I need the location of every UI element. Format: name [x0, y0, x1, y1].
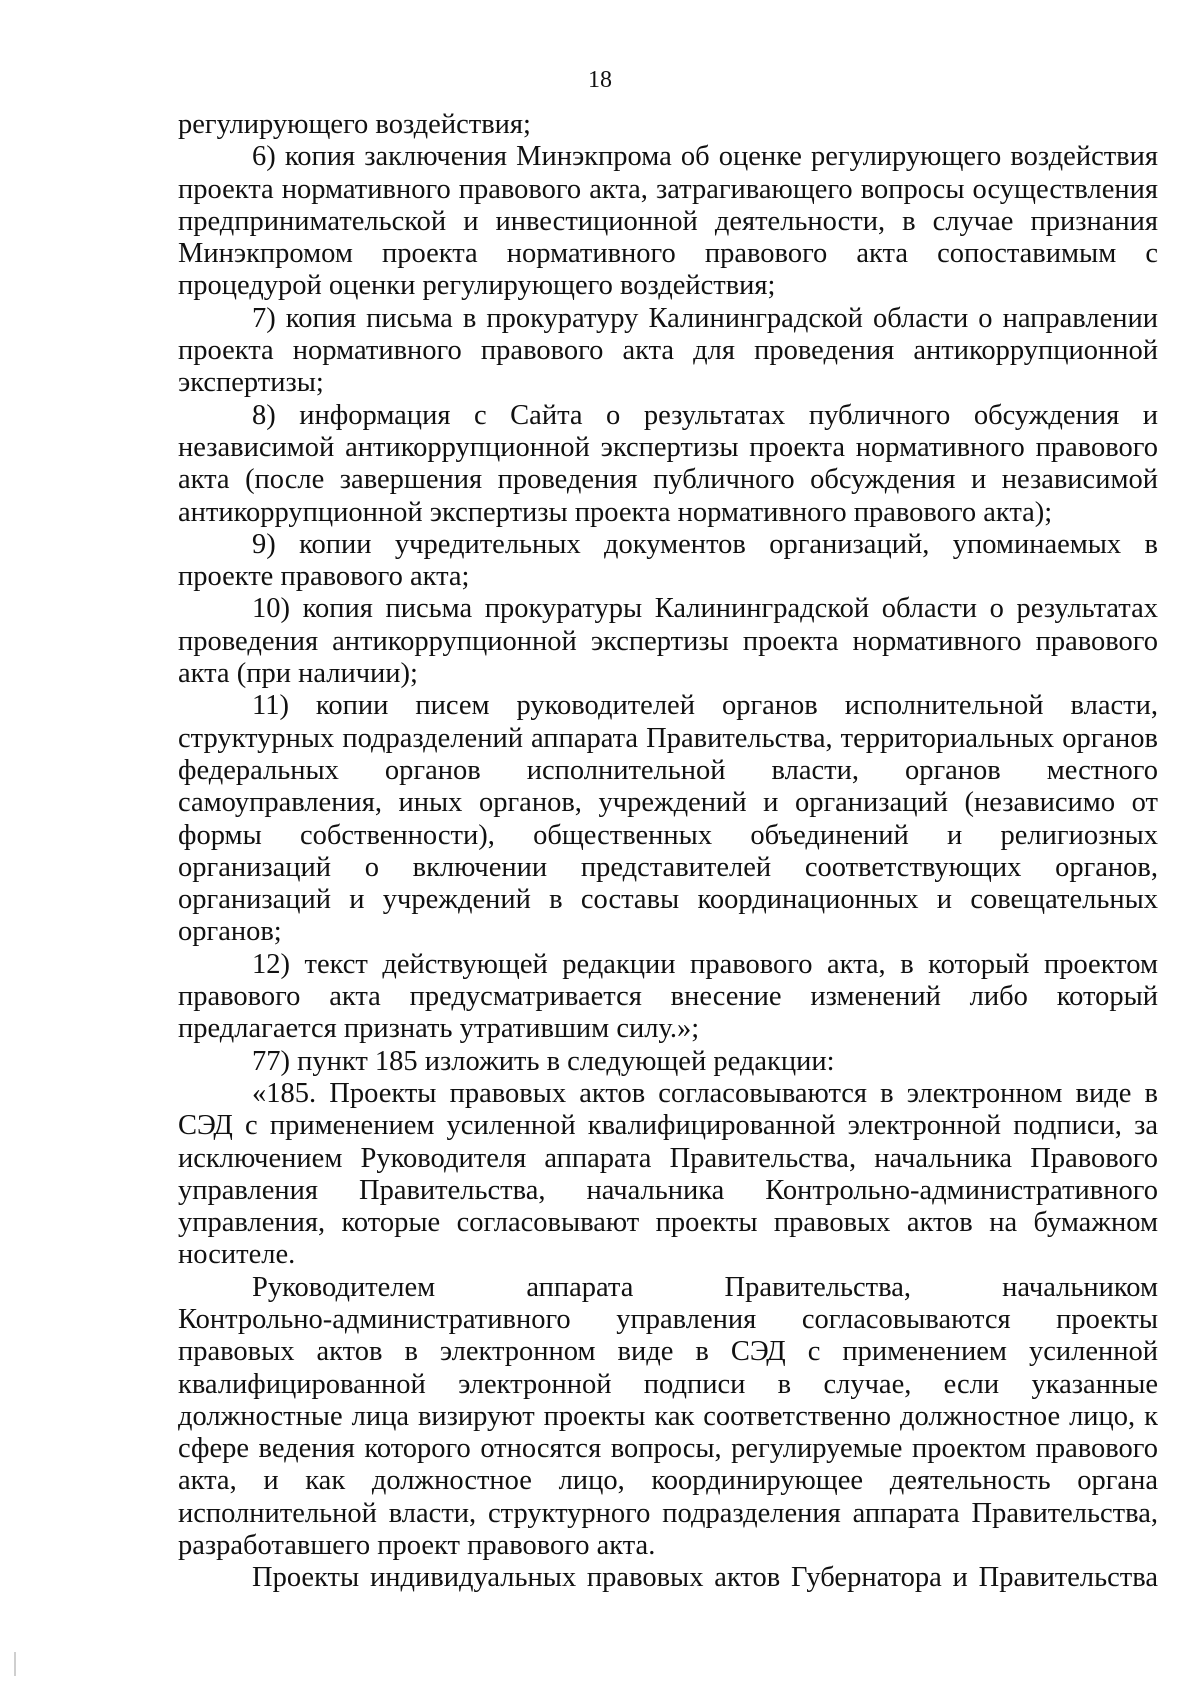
- text-line: предлагается признать утратившим силу.»;: [178, 1013, 700, 1045]
- text-line: акта, и как должностное лицо, координирующее деятельность органа: [178, 1465, 1158, 1497]
- text-line: процедурой оценки регулирующего воздействия;: [178, 270, 776, 302]
- text-line: предпринимательской и инвестиционной деятельности, в случае признания: [178, 205, 1158, 237]
- text-line: Руководителем аппарата Правительства, начальником: [252, 1271, 1158, 1303]
- text-line: «185. Проекты правовых актов согласовываются в электронном виде в: [252, 1077, 1158, 1109]
- text-line: 8) информация с Сайта о результатах публичного обсуждения и: [252, 399, 1158, 431]
- text-line: структурных подразделений аппарата Правительства, территориальных органов: [178, 722, 1158, 754]
- text-line: Контрольно-административного управления согласовываются проекты: [178, 1303, 1158, 1335]
- scan-artifact: [14, 1652, 16, 1676]
- text-line: 7) копия письма в прокуратуру Калининградской области о направлении: [252, 302, 1158, 334]
- text-line: организаций о включении представителей соответствующих органов,: [178, 851, 1158, 883]
- text-line: формы собственности), общественных объединений и религиозных: [178, 819, 1158, 851]
- text-line: управления, которые согласовывают проекты правовых актов на бумажном: [178, 1207, 1158, 1239]
- text-line: экспертизы;: [178, 367, 324, 399]
- text-line: самоуправления, иных органов, учреждений и организаций (независимо от: [178, 787, 1158, 819]
- text-line: исключением Руководителя аппарата Правительства, начальника Правового: [178, 1142, 1158, 1174]
- page-number: 18: [588, 67, 612, 93]
- text-line: проекта нормативного правового акта для проведения антикоррупционной: [178, 335, 1158, 367]
- text-line: регулирующего воздействия;: [178, 109, 531, 140]
- text-line: разработавшего проект правового акта.: [178, 1530, 656, 1562]
- text-line: 6) копия заключения Минэкпрома об оценке регулирующего воздействия: [252, 141, 1158, 173]
- text-line: 10) копия письма прокуратуры Калининградской области о результатах: [252, 593, 1158, 625]
- text-line: проекте правового акта;: [178, 561, 470, 593]
- text-line: Минэкпромом проекта нормативного правового акта сопоставимым с: [178, 238, 1158, 270]
- text-line: 12) текст действующей редакции правового акта, в который проектом: [252, 948, 1158, 980]
- text-line: акта (при наличии);: [178, 658, 418, 690]
- text-line: акта (после завершения проведения публичного обсуждения и независимой: [178, 464, 1158, 496]
- text-line: управления Правительства, начальника Контрольно-административного: [178, 1174, 1158, 1206]
- text-line: органов;: [178, 916, 282, 948]
- text-line: 77) пункт 185 изложить в следующей редакции:: [252, 1045, 835, 1077]
- text-line: СЭД с применением усиленной квалифицированной электронной подписи, за: [178, 1110, 1158, 1142]
- text-line: квалифицированной электронной подписи в случае, если указанные: [178, 1368, 1158, 1400]
- text-line: носителе.: [178, 1239, 296, 1271]
- text-line: правового акта предусматривается внесение изменений либо который: [178, 981, 1158, 1013]
- text-line: проекта нормативного правового акта, затрагивающего вопросы осуществления: [178, 173, 1158, 205]
- text-line: правовых актов в электронном виде в СЭД с применением усиленной: [178, 1336, 1158, 1368]
- text-line: 9) копии учредительных документов организаций, упоминаемых в: [252, 528, 1158, 560]
- text-line: антикоррупционной экспертизы проекта нормативного правового акта);: [178, 496, 1053, 528]
- text-line: проведения антикоррупционной экспертизы проекта нормативного правового: [178, 625, 1158, 657]
- text-line: федеральных органов исполнительной власти, органов местного: [178, 754, 1158, 786]
- text-line: Проекты индивидуальных правовых актов Губернатора и Правительства: [252, 1562, 1158, 1594]
- text-line: организаций и учреждений в составы координационных и совещательных: [178, 884, 1158, 916]
- text-line: 11) копии писем руководителей органов исполнительной власти,: [252, 690, 1158, 722]
- text-line: независимой антикоррупционной экспертизы проекта нормативного правового: [178, 431, 1158, 463]
- text-line: сфере ведения которого относятся вопросы, регулируемые проектом правового: [178, 1433, 1158, 1465]
- text-line: должностные лица визируют проекты как соответственно должностное лицо, к: [178, 1400, 1158, 1432]
- document-body: [178, 109, 1158, 1595]
- text-line: исполнительной власти, структурного подразделения аппарата Правительства,: [178, 1497, 1158, 1529]
